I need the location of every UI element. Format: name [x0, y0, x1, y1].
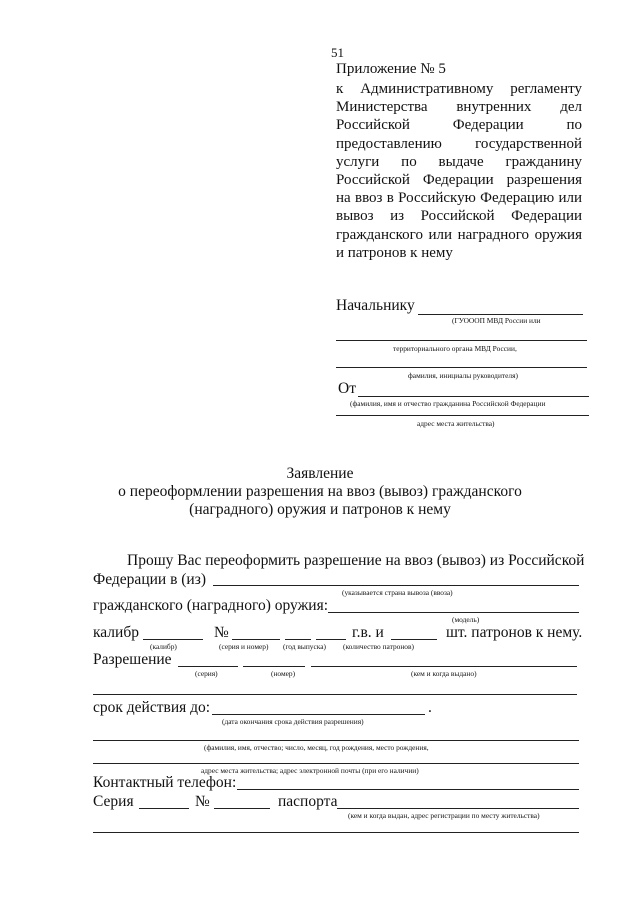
personal-data-line[interactable]	[93, 740, 579, 741]
personal-data-hint: (фамилия, имя, отчество; число, месяц, год рождения, место рождения,	[204, 743, 429, 752]
authority-hint: территориального органа МВД России,	[393, 344, 517, 353]
appendix-word: по	[566, 117, 582, 134]
appendix-word: Министерства	[336, 99, 428, 116]
appendix-line	[336, 153, 582, 172]
country-line[interactable]	[213, 585, 579, 586]
appendix-line	[336, 171, 582, 190]
appendix-word: в	[386, 190, 394, 207]
statement-subtitle-2: (наградного) оружия и патронов к нему	[189, 501, 451, 518]
appendix-title: Приложение № 5	[336, 61, 446, 77]
appendix-line	[336, 189, 582, 208]
passport-series-label: Серия	[93, 793, 134, 810]
appendix-word: на	[336, 190, 351, 207]
appendix-word: Российскую	[398, 190, 476, 207]
appendix-word: или	[558, 190, 582, 207]
appendix-line	[336, 226, 582, 245]
address-hint: адрес места жительства; адрес электронной почты (при его наличии)	[201, 766, 419, 775]
head-name-hint: фамилия, инициалы руководителя)	[408, 371, 518, 380]
number-sign: №	[214, 624, 229, 641]
address-line[interactable]	[93, 763, 579, 764]
appendix-line	[336, 98, 582, 117]
appendix-word: вывоз	[336, 208, 374, 225]
passport-issued-line[interactable]	[337, 808, 579, 809]
serial-number-line[interactable]	[232, 639, 280, 640]
appendix-line	[336, 207, 582, 226]
appendix-word: Российской	[420, 208, 495, 225]
passport-series-line[interactable]	[139, 808, 189, 809]
cartridge-count-line[interactable]	[391, 639, 437, 640]
cartridges-label: шт. патронов к нему.	[446, 624, 583, 641]
phone-line[interactable]	[237, 789, 579, 790]
applicant-name-hint: (фамилия, имя и отчество гражданина Российской Федерации	[350, 399, 546, 408]
appendix-word: Федерации	[452, 117, 524, 134]
phone-label: Контактный телефон:	[93, 774, 237, 791]
appendix-word: Российской	[336, 172, 410, 188]
appendix-word: Административному	[360, 81, 494, 97]
passport-number-line[interactable]	[214, 808, 270, 809]
appendix-last-line: и патронов к нему	[336, 245, 453, 261]
appendix-line	[336, 80, 582, 99]
permit-issued-line[interactable]	[311, 666, 577, 667]
appendix-word: гражданского	[336, 226, 423, 243]
permit-issued-line-2[interactable]	[93, 694, 577, 695]
appendix-word: Федерацию	[480, 190, 555, 207]
appendix-word: гражданину	[505, 153, 582, 170]
request-line-2: Федерации в (из)	[93, 571, 207, 588]
passport-label: паспорта	[278, 793, 338, 810]
series-number-hint: (серия и номер)	[219, 642, 269, 651]
appendix-word: из	[390, 208, 405, 225]
appendix-word: выдаче	[438, 153, 484, 170]
serial-number-line-2[interactable]	[285, 639, 311, 640]
from-label: От	[338, 380, 356, 397]
passport-number-sign: №	[195, 793, 210, 810]
statement-title: Заявление	[286, 465, 354, 482]
cartridge-count-hint: (количество патронов)	[343, 642, 414, 651]
appendix-line	[336, 116, 582, 135]
appendix-word: наградного	[457, 226, 530, 243]
appendix-word: услуги	[336, 153, 380, 170]
appendix-word: ввоз	[354, 190, 383, 207]
passport-issued-line-2[interactable]	[93, 832, 579, 833]
validity-dot: .	[428, 699, 432, 716]
passport-hint: (кем и когда выдан, адрес регистрации по месту жительства)	[348, 811, 540, 820]
gv-label: г.в. и	[352, 624, 384, 641]
model-hint: (модель)	[452, 615, 480, 624]
permit-number-line[interactable]	[243, 666, 305, 667]
request-line-1: Прошу Вас переоформить разрешение на ввоз (вывоз) из Российской	[127, 552, 585, 569]
appendix-line	[336, 135, 582, 154]
page-number: 51	[331, 45, 344, 60]
year-line[interactable]	[316, 639, 346, 640]
appendix-word: по	[401, 153, 417, 170]
permit-issued-hint: (кем и когда выдано)	[411, 669, 477, 678]
validity-hint: (дата окончания срока действия разрешения)	[222, 717, 364, 726]
permit-number-hint: (номер)	[271, 669, 296, 678]
appendix-word: Федерации	[422, 172, 494, 188]
weapon-model-line[interactable]	[328, 612, 579, 613]
country-hint: (указывается страна вывоза (ввоза)	[342, 588, 453, 597]
year-hint: (год выпуска)	[283, 642, 327, 651]
appendix-word: дел	[560, 99, 582, 116]
head-name-line[interactable]	[336, 367, 587, 368]
appendix-word: предоставлению	[336, 135, 442, 152]
appendix-word: к	[336, 81, 344, 97]
chief-label: Начальнику	[336, 297, 415, 314]
applicant-address-line[interactable]	[336, 415, 589, 416]
caliber-hint: (калибр)	[150, 642, 177, 651]
chief-line[interactable]	[418, 314, 583, 315]
statement-subtitle-1: о переоформлении разрешения на ввоз (вывоз) гражданского	[118, 483, 522, 500]
validity-label: срок действия до:	[93, 699, 211, 716]
authority-line[interactable]	[336, 340, 587, 341]
appendix-word: Российской	[336, 117, 410, 134]
appendix-word: государственной	[475, 135, 582, 152]
caliber-label: калибр	[93, 624, 139, 641]
caliber-line[interactable]	[143, 639, 203, 640]
weapon-label: гражданского (наградного) оружия:	[93, 597, 329, 614]
permit-series-line[interactable]	[178, 666, 238, 667]
chief-hint: (ГУОООП МВД России или	[452, 316, 541, 325]
applicant-address-hint: адрес места жительства)	[417, 419, 495, 428]
appendix-word: разрешения	[506, 172, 582, 188]
permit-label: Разрешение	[93, 651, 172, 668]
appendix-word: регламенту	[510, 81, 582, 97]
appendix-word: Федерации	[511, 208, 582, 225]
appendix-word: или	[428, 226, 453, 243]
appendix-word: внутренних	[456, 99, 532, 116]
permit-series-hint: (серия)	[195, 669, 218, 678]
appendix-header	[336, 60, 582, 280]
validity-date-line[interactable]	[212, 714, 425, 715]
applicant-name-line[interactable]	[358, 396, 589, 397]
appendix-word: оружия	[534, 226, 582, 243]
